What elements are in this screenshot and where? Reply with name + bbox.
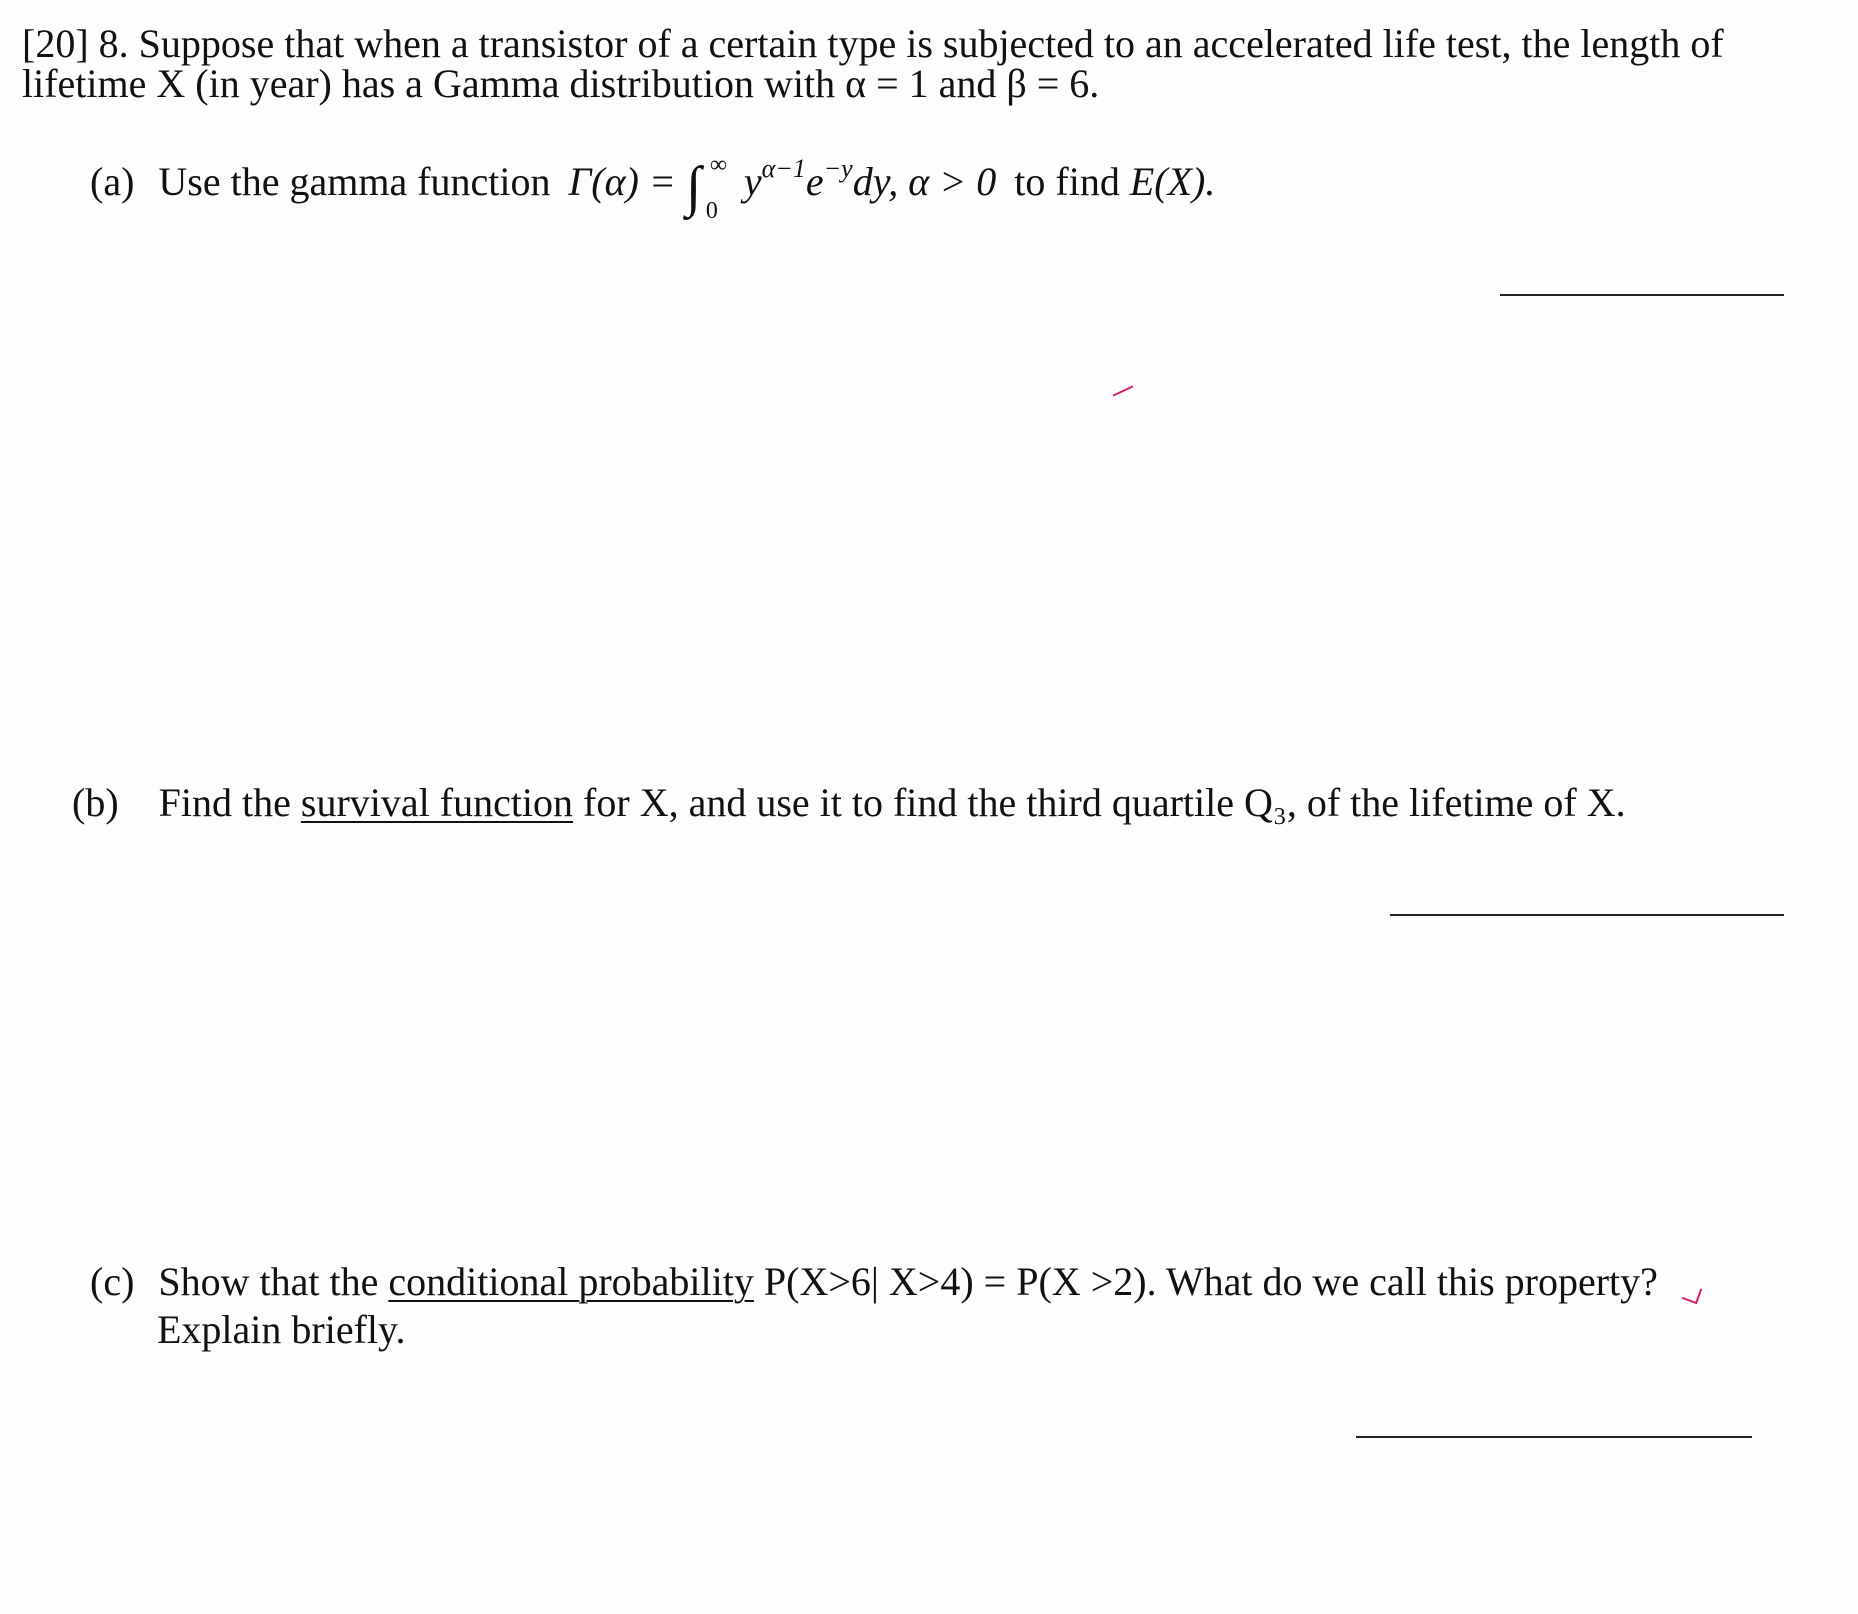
red-tick-mark bbox=[1113, 385, 1134, 396]
integrand-y: y bbox=[743, 159, 762, 204]
integral-upper-limit: ∞ bbox=[709, 152, 728, 178]
answer-line-a bbox=[1500, 294, 1784, 296]
integral-sign: ∫ ∞ 0 bbox=[685, 152, 728, 224]
integrand-y-exponent: α−1 bbox=[761, 154, 806, 183]
survival-function-term: survival function bbox=[300, 780, 574, 825]
part-b-label: (b) bbox=[72, 780, 119, 825]
question-header: [20] 8. Suppose that when a transistor of a certain type is subjected to an accelerated life test, the length of bbox=[22, 21, 1724, 66]
answer-line-b bbox=[1390, 914, 1784, 916]
part-c bbox=[90, 1259, 1658, 1304]
part-a-text-after: to find bbox=[1014, 159, 1120, 204]
part-c-label: (c) bbox=[90, 1259, 135, 1304]
integral-lower-limit: 0 bbox=[705, 198, 718, 224]
integrand-dy: dy, α > 0 bbox=[852, 159, 997, 204]
part-a bbox=[90, 152, 1216, 224]
gamma-function-lhs: Γ(α) = bbox=[568, 159, 676, 204]
integrand-e-exponent: −y bbox=[823, 154, 853, 183]
part-b-text-after: for X, and use it to find the third quartile Q₃, of the lifetime of X. bbox=[583, 780, 1626, 825]
part-b-text: Find the bbox=[158, 780, 291, 825]
part-b bbox=[72, 780, 1626, 825]
part-a-text: Use the gamma function bbox=[158, 159, 551, 204]
part-c-text: Show that the bbox=[158, 1259, 379, 1304]
part-c-text-after: P(X>6| X>4) = P(X >2). What do we call this property bbox=[763, 1259, 1641, 1304]
conditional-probability-term: conditional probability bbox=[388, 1259, 754, 1304]
part-a-label: (a) bbox=[90, 159, 135, 204]
integrand-e: e bbox=[805, 159, 824, 204]
question-header-line2: lifetime X (in year) has a Gamma distribution with α = 1 and β = 6. bbox=[22, 61, 1100, 106]
question-mark: ? bbox=[1640, 1259, 1658, 1304]
part-a-target: E(X). bbox=[1129, 159, 1216, 204]
answer-line-c bbox=[1356, 1436, 1752, 1438]
red-check-mark bbox=[1682, 1284, 1703, 1305]
part-c-line2: Explain briefly. bbox=[157, 1307, 406, 1352]
